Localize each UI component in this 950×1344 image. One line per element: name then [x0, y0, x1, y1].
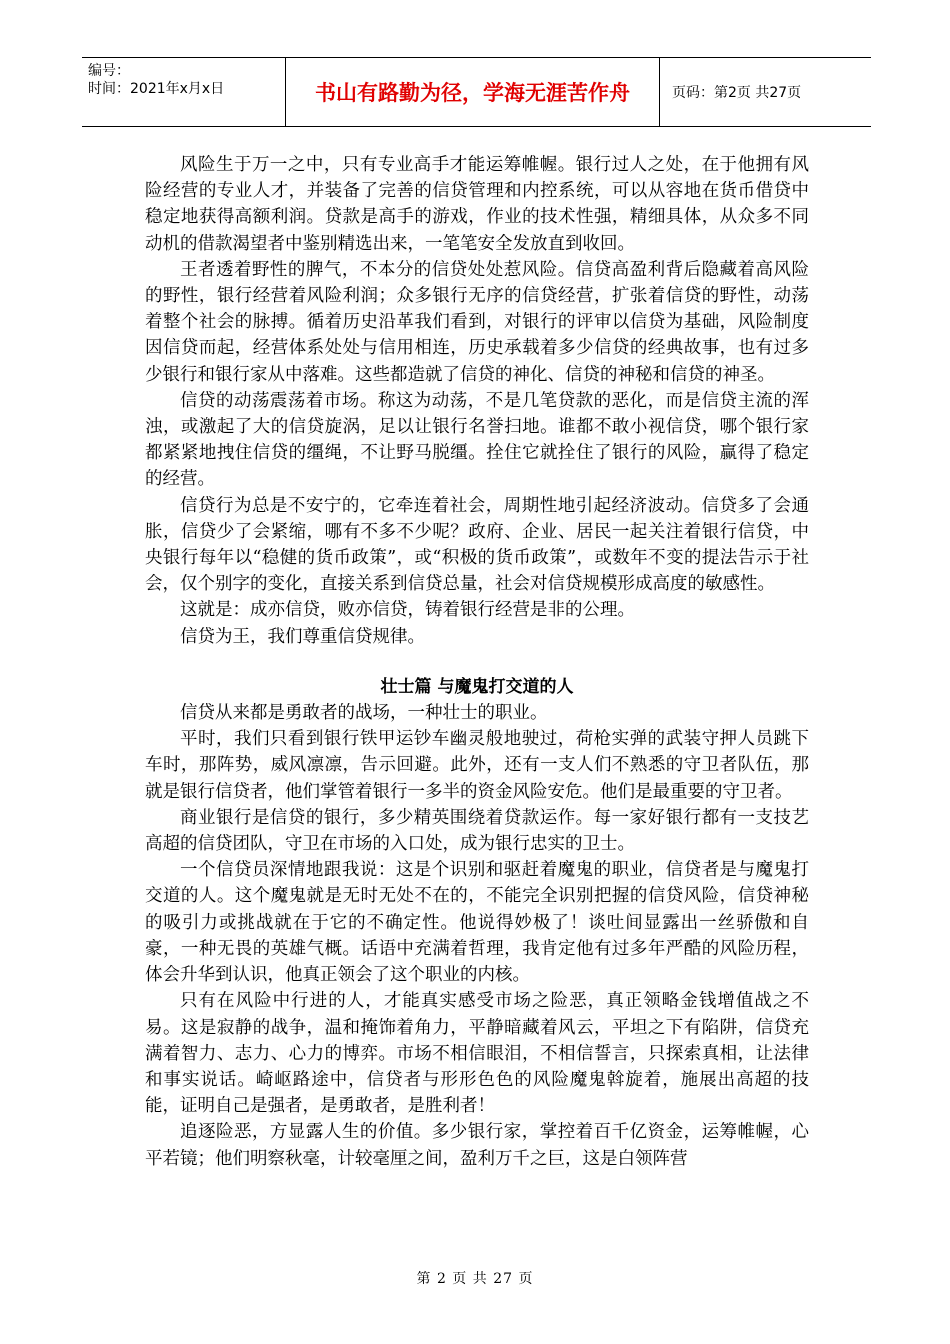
paragraph: 一个信贷员深情地跟我说：这是个识别和驱赶着魔鬼的职业，信贷者是与魔鬼打交道的人。这个魔鬼就是无时无处不在的，不能完全识别把握的信贷风险，信贷神秘的吸引力或挑战就在于它的不确定性。他说得妙极了！谈吐间显露出一丝骄傲和自豪，一种无畏的英雄气概。话语中充满着哲理，我肯定他有过多年严酷的风险历程，体会升华到认识，他真正领会了这个职业的内核。 — [145, 860, 809, 986]
document-time: 时间：2021年x月x日 — [88, 81, 225, 97]
section-title: 壮士篇 与魔鬼打交道的人 — [380, 676, 574, 697]
header-page-info: 页码：第2页 共27页 — [672, 85, 802, 101]
paragraph: 商业银行是信贷的银行，多少精英围绕着贷款运作。每一家好银行都有一支技艺高超的信贷团队，守卫在市场的入口处，成为银行忠实的卫士。 — [145, 807, 809, 855]
paragraph: 信贷行为总是不安宁的，它牵连着社会，周期性地引起经济波动。信贷多了会通胀，信贷少了会紧缩，哪有不多不少呢？政府、企业、居民一起关注着银行信贷，中央银行每年以“稳健的货币政策”，或“积极的货币政策”，或数年不变的提法告示于社会，仅个别字的变化，直接关系到信贷总量，社会对信贷规模形成高度的敏感性。 — [145, 495, 809, 595]
paragraph: 信贷从来都是勇敢者的战场，一种壮士的职业。 — [180, 703, 548, 724]
paragraph: 平时，我们只看到银行铁甲运钞车幽灵般地驶过，荷枪实弹的武装守押人员跳下车时，那阵势，威风凛凛，告示回避。此外，还有一支人们不熟悉的守卫者队伍，那就是银行信贷者，他们掌管着银行一多半的资金风险安危。他们是最重要的守卫者。 — [145, 729, 809, 802]
page-header — [82, 57, 871, 127]
paragraph: 信贷为王，我们尊重信贷规律。 — [180, 626, 425, 647]
paragraph: 追逐险恶，方显露人生的价值。多少银行家，掌控着百千亿资金，运筹帷幄，心平若镜；他们明察秋毫，计较毫厘之间，盈利万千之巨，这是白领阵营 — [145, 1122, 809, 1169]
paragraph: 这就是：成亦信贷，败亦信贷，铸着银行经营是非的公理。 — [180, 600, 635, 621]
paragraph: 风险生于万一之中，只有专业高手才能运筹帷幄。银行过人之处，在于他拥有风险经营的专业人才，并装备了完善的信贷管理和内控系统，可以从容地在货币借贷中稳定地获得高额利润。贷款是高手的游戏，作业的技术性强，精细具体，从众多不同动机的借款渴望者中鉴别精选出来，一笔笔安全发放直到收回。 — [145, 155, 809, 254]
document-number-label: 编号： — [88, 63, 130, 79]
header-motto: 书山有路勤为径，学海无涯苦作舟 — [286, 58, 660, 126]
header-meta — [82, 58, 286, 126]
paragraph: 只有在风险中行进的人，才能真实感受市场之险恶，真正领略金钱增值战之不易。这是寂静的战争，温和掩饰着角力，平静暗藏着风云，平坦之下有陷阱，信贷充满着智力、志力、心力的博弈。市场不相信眼泪，不相信誓言，只探索真相，让法律和事实说话。崎岖路途中，信贷者与形形色色的风险魔鬼斡旋着，施展出高超的技能，证明自己是强者，是勇敢者，是胜利者！ — [145, 991, 809, 1117]
paragraph: 王者透着野性的脾气，不本分的信贷处处惹风险。信贷高盈利背后隐藏着高风险的野性，银行经营着风险利润；众多银行无序的信贷经营，扩张着信贷的野性，动荡着整个社会的脉搏。循着历史沿革我们看到，对银行的评审以信贷为基础，风险制度因信贷而起，经营体系处处与信用相连，历史承载着多少信贷的经典故事，也有过多少银行和银行家从中落难。这些都造就了信贷的神化、信贷的神秘和信贷的神圣。 — [145, 259, 809, 385]
page-footer: 第 2 页 共 27 页 — [416, 1271, 534, 1287]
paragraph: 信贷的动荡震荡着市场。称这为动荡，不是几笔贷款的恶化，而是信贷主流的浑浊，或激起了大的信贷旋涡，足以让银行名誉扫地。谁都不敢小视信贷，哪个银行家都紧紧地拽住信贷的缰绳，不让野马脱缰。拴住它就拴住了银行的风险，赢得了稳定的经营。 — [145, 390, 809, 490]
document-body — [145, 152, 809, 1172]
